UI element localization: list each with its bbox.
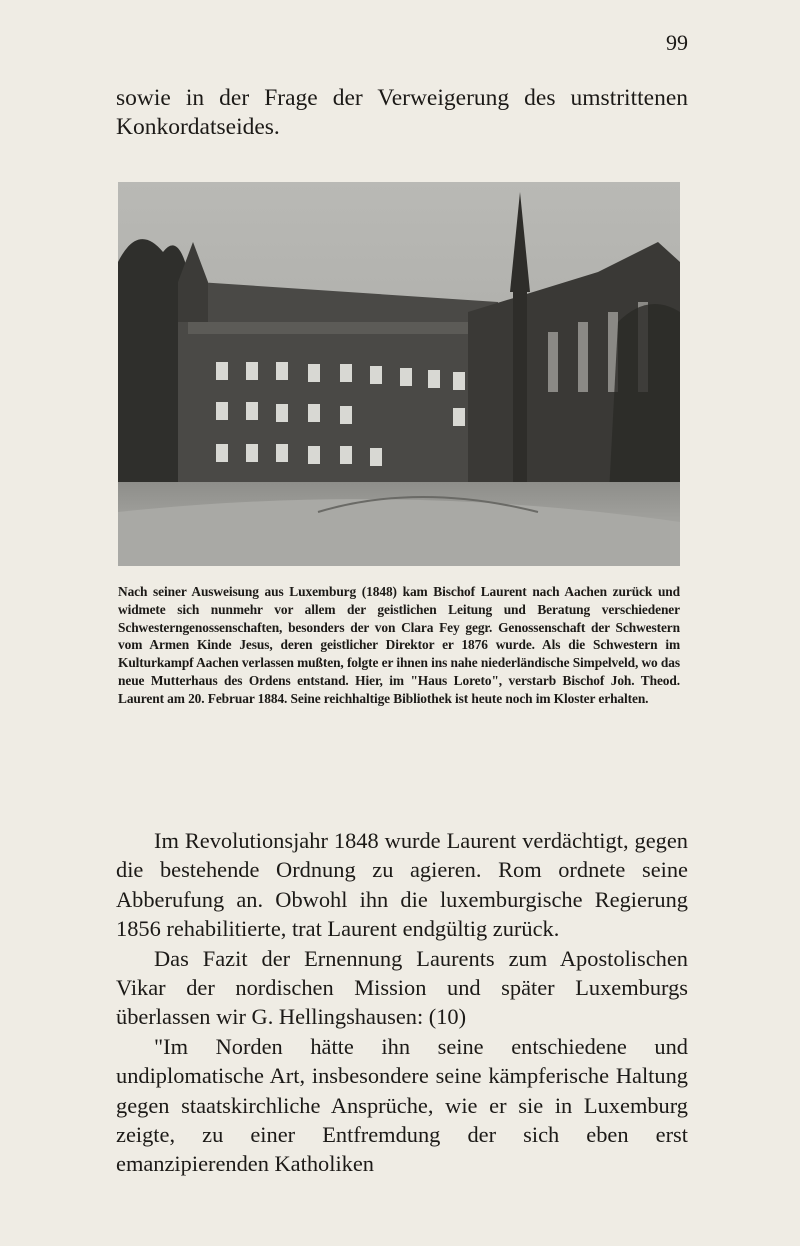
figure-caption: Nach seiner Ausweisung aus Luxemburg (1848) kam Bischof Laurent nach Aachen zurück und widmete sich nunmehr vor allem der geistlichen Leitung und Beratung verschiedener Schwesterngenossenschaften, besonders der von Clara Fey gegr. Genossenschaft der Schwestern vom Armen Kinde Jesus, deren geistlicher Direktor er 1876 wurde. Als die Schwestern im Kulturkampf Aachen verlassen mußten, folgte er ihnen ins nahe niederländische Simpelveld, wo das neue Mutterhaus des Ordens entstand. Hier, im "Haus Loreto", verstarb Bischof Joh. Theod. Laurent am 20. Februar 1884. Seine reichhaltige Bibliothek ist heute noch im Kloster erhalten. [118, 584, 680, 706]
intro-line-1: sowie in der Frage der Verweigerung des umstrittenen [116, 85, 688, 111]
body-paragraph-1: Im Revolutionsjahr 1848 wurde Laurent verdächtigt, gegen die bestehende Ordnung zu agieren. Rom ordnete seine Abberufung an. Obwohl ihn die luxemburgische Regierung 1856 rehabilitierte, trat Laurent endgültig zurück. [116, 828, 688, 942]
body-text [116, 826, 688, 1179]
convent-photo [118, 182, 680, 566]
body-paragraph-3: "Im Norden hätte ihn seine entschiedene und undiplomatische Art, insbesondere seine kämpferische Haltung gegen staatskirchliche Ansprüche, wie er sie in Luxemburg zeigte, zu einer Entfremdung der sich eben erst emanzipierenden Katholiken [116, 1033, 688, 1177]
intro-line-2: Konkordatseides. [116, 114, 280, 140]
intro-paragraph [116, 84, 688, 142]
body-paragraph-2: Das Fazit der Ernennung Laurents zum Apostolischen Vikar der nordischen Mission und später Luxemburgs überlassen wir G. Hellingshausen: (10) [116, 945, 688, 1030]
page-number: 99 [666, 30, 688, 55]
